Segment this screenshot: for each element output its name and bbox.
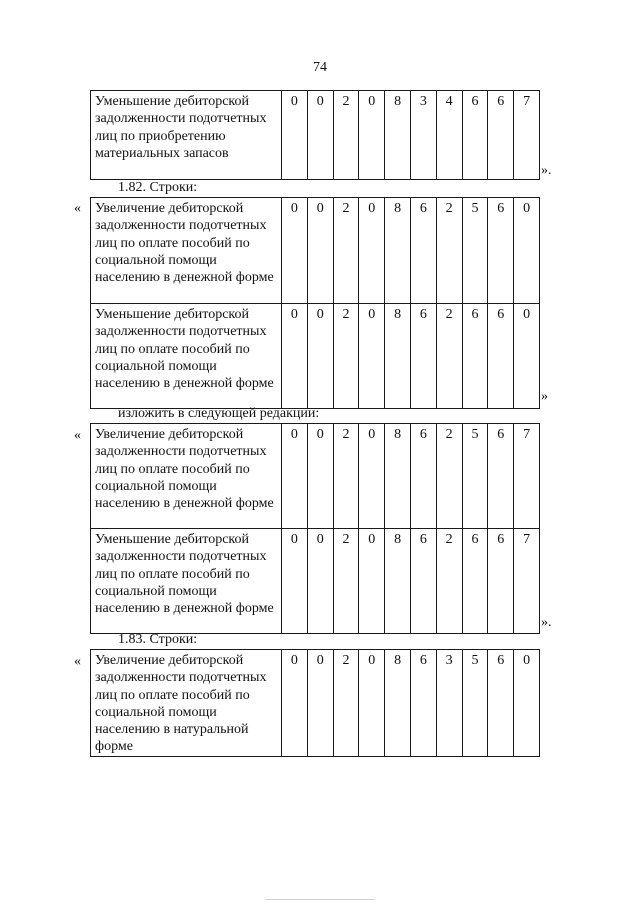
code-digit: 7	[514, 424, 540, 529]
code-digit: 8	[385, 198, 411, 304]
account-table-4	[90, 649, 540, 757]
table-row	[91, 650, 540, 757]
code-digit: 0	[359, 304, 385, 409]
code-digit: 0	[282, 529, 308, 634]
code-digit: 2	[436, 424, 462, 529]
code-digit: 0	[359, 424, 385, 529]
code-digit: 6	[488, 91, 514, 180]
code-digit: 4	[436, 91, 462, 180]
code-digit: 8	[385, 91, 411, 180]
code-digit: 0	[514, 304, 540, 409]
code-digit: 3	[436, 650, 462, 757]
account-table-2	[90, 197, 540, 409]
section-heading-1-82: 1.82. Строки:	[118, 180, 198, 195]
code-digit: 0	[282, 650, 308, 757]
code-digit: 0	[359, 198, 385, 304]
opening-quote: «	[74, 654, 81, 669]
scan-edge-line	[265, 899, 375, 900]
code-digit: 6	[488, 198, 514, 304]
table-row	[91, 304, 540, 409]
code-digit: 5	[462, 650, 488, 757]
code-digit: 8	[385, 304, 411, 409]
code-digit: 0	[307, 650, 333, 757]
code-digit: 2	[436, 304, 462, 409]
row-label: Увеличение дебиторской задолженности подотчетных лиц по оплате пособий по социальной помощи населению в денежной форме	[91, 198, 282, 304]
code-digit: 5	[462, 198, 488, 304]
code-digit: 0	[359, 91, 385, 180]
table-row	[91, 424, 540, 529]
table-row	[91, 91, 540, 180]
code-digit: 6	[410, 198, 436, 304]
closing-quote: »	[541, 389, 548, 404]
opening-quote: «	[74, 428, 81, 443]
row-label: Уменьшение дебиторской задолженности подотчетных лиц по оплате пособий по социальной помощи населению в денежной форме	[91, 529, 282, 634]
row-label: Уменьшение дебиторской задолженности подотчетных лиц по оплате пособий по социальной помощи населению в денежной форме	[91, 304, 282, 409]
code-digit: 5	[462, 424, 488, 529]
code-digit: 0	[282, 424, 308, 529]
code-digit: 0	[307, 91, 333, 180]
code-digit: 0	[359, 529, 385, 634]
code-digit: 6	[410, 529, 436, 634]
row-label: Уменьшение дебиторской задолженности подотчетных лиц по приобретению материальных запасов	[91, 91, 282, 180]
code-digit: 8	[385, 424, 411, 529]
closing-quote: ».	[541, 163, 552, 178]
code-digit: 7	[514, 91, 540, 180]
code-digit: 2	[333, 91, 359, 180]
code-digit: 2	[436, 529, 462, 634]
code-digit: 0	[359, 650, 385, 757]
code-digit: 6	[410, 650, 436, 757]
code-digit: 3	[410, 91, 436, 180]
table-row	[91, 198, 540, 304]
code-digit: 8	[385, 650, 411, 757]
code-digit: 0	[514, 198, 540, 304]
table-row	[91, 529, 540, 634]
code-digit: 2	[333, 198, 359, 304]
code-digit: 0	[307, 198, 333, 304]
code-digit: 6	[462, 529, 488, 634]
closing-quote: ».	[541, 615, 552, 630]
code-digit: 6	[488, 424, 514, 529]
row-label: Увеличение дебиторской задолженности подотчетных лиц по оплате пособий по социальной помощи населению в натуральной форме	[91, 650, 282, 757]
code-digit: 7	[514, 529, 540, 634]
code-digit: 2	[436, 198, 462, 304]
code-digit: 6	[462, 91, 488, 180]
code-digit: 2	[333, 304, 359, 409]
code-digit: 0	[282, 304, 308, 409]
edit-phrase: изложить в следующей редакции:	[118, 406, 320, 421]
code-digit: 0	[307, 529, 333, 634]
section-heading-1-83: 1.83. Строки:	[118, 632, 198, 647]
code-digit: 2	[333, 424, 359, 529]
row-label: Увеличение дебиторской задолженности подотчетных лиц по оплате пособий по социальной помощи населению в денежной форме	[91, 424, 282, 529]
code-digit: 2	[333, 650, 359, 757]
code-digit: 6	[410, 304, 436, 409]
code-digit: 2	[333, 529, 359, 634]
account-table-3	[90, 423, 540, 634]
code-digit: 6	[488, 650, 514, 757]
code-digit: 6	[410, 424, 436, 529]
code-digit: 6	[462, 304, 488, 409]
code-digit: 0	[282, 198, 308, 304]
account-table-1	[90, 90, 540, 180]
code-digit: 0	[282, 91, 308, 180]
code-digit: 0	[307, 424, 333, 529]
code-digit: 6	[488, 529, 514, 634]
opening-quote: «	[74, 201, 81, 216]
page-number: 74	[313, 60, 327, 75]
code-digit: 0	[307, 304, 333, 409]
code-digit: 8	[385, 529, 411, 634]
code-digit: 6	[488, 304, 514, 409]
code-digit: 0	[514, 650, 540, 757]
